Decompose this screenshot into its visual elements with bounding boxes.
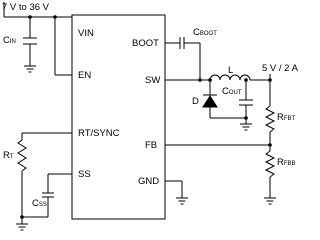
supply-voltage-label: 7 V to 36 V (2, 2, 50, 13)
ground-symbol-rt (16, 224, 28, 230)
diode-label: D (192, 96, 199, 107)
ground-symbol-cout (240, 124, 252, 130)
pin-gnd-label: GND (138, 176, 160, 187)
ground-symbol-ic (176, 198, 188, 204)
rfbb-resistor (266, 151, 274, 177)
rfbt-resistor (266, 106, 274, 132)
vin-junction-dot (28, 15, 32, 19)
ground-symbol-rfbb (264, 198, 276, 204)
output-label: 5 V / 2 A (262, 63, 298, 74)
cout-label: COUT (222, 86, 242, 97)
pin-ss-label: SS (78, 169, 91, 180)
css-label: CSS (32, 198, 47, 209)
rt-label: RT (3, 150, 14, 161)
diode-symbol (203, 95, 217, 107)
rfbt-label: RFBT (277, 112, 296, 123)
cin-label: CIN (3, 35, 16, 46)
rt-resistor (18, 140, 26, 171)
inductor-label: L (228, 65, 234, 76)
pin-boot-label: BOOT (132, 38, 159, 49)
pin-fb-label: FB (145, 140, 158, 151)
pin-en-label: EN (78, 70, 92, 81)
rfbb-label: RFBB (277, 157, 296, 168)
ground-symbol-cin (24, 66, 36, 72)
cboot-label: CBOOT (193, 27, 217, 38)
pin-sw-label: SW (145, 75, 161, 86)
pin-vin-label: VIN (78, 28, 94, 39)
pin-rt-sync-label: RT/SYNC (78, 128, 120, 139)
